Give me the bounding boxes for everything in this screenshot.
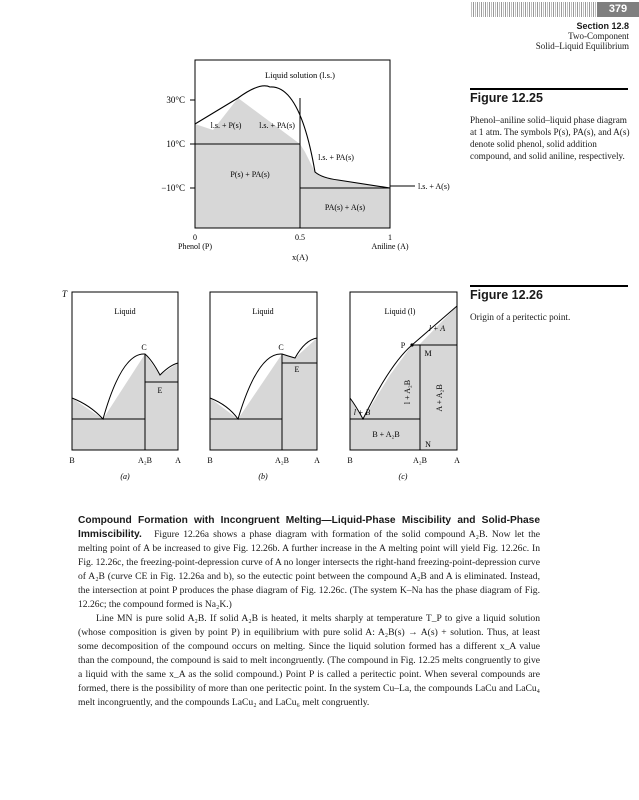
paragraph-1-text: Figure 12.26a shows a phase diagram with formation of the solid compound A₂B. Now let the melting point of A be increased to give Fig. 12.26b. A further increase in the A melting point will yield Fig. 12.26c. In Fig. 12.26c, the freezing-point-depression curve of A no longer intersects the right-hand freezing-point-depression curve of A₂B (curve CE in Fig. 12.26a and b), so the eutectic point between the compound A₂B and A is eliminated. Instead, the intersection at point P produces the phase diagram of Fig. 12.26c. (The system K–Na has the phase diagram of Fig. 12.26c; the compound formed is Na₂K.) [78, 529, 541, 610]
region-ls-a: l.s. + A(s) [418, 182, 450, 191]
t-axis-label: T [62, 289, 68, 299]
panel-c-axis-a: A [454, 456, 460, 465]
section-label: Section 12.8 [576, 21, 629, 31]
panel-b-point-c: C [278, 343, 284, 352]
panel-a-point-e: E [157, 386, 163, 395]
panel-c-liquid-label: Liquid (l) [384, 307, 416, 316]
panel-b-axis-a: A [314, 456, 320, 465]
region-liquid: Liquid solution (l.s.) [265, 70, 335, 80]
panel-c-peritectic-dot [410, 343, 413, 346]
figure-12-25-rule [470, 88, 628, 90]
figure-12-25-caption: Phenol–aniline solid–liquid phase diagram at 1 atm. The symbols P(s), PA(s), and A(s) denote solid phenol, solid addition compound, and solid aniline, respectively. [470, 115, 630, 161]
panel-a-axis-a: A [175, 456, 181, 465]
panel-b-point-e: E [294, 365, 300, 374]
region-ls-pa-right: l.s. + PA(s) [318, 153, 354, 162]
panel-c-a-plus-a2b: A + A₂B [435, 384, 444, 412]
page-number: 379 [597, 2, 639, 17]
panel-c-l-plus-a2b: l + A₂B [403, 379, 412, 405]
xtick-label-1: 1 [388, 233, 392, 242]
running-head [536, 21, 629, 51]
region-ls-pa-left: l.s. + PA(s) [259, 121, 295, 130]
panel-c-b-plus-a2b: B + A₂B [372, 430, 400, 439]
panel-a-axis-b: B [69, 456, 75, 465]
panel-a-liquid-label: Liquid [114, 307, 136, 316]
panel-b-axis-a2b: A₂B [275, 456, 289, 465]
panel-a [69, 292, 181, 481]
figure-12-26-rule [470, 285, 628, 287]
panel-b-solid-fill [210, 338, 317, 450]
figure-12-25-diagram [0, 0, 470, 275]
panel-c-caption: (c) [398, 472, 408, 481]
region-ls-p: l.s. + P(s) [210, 121, 242, 130]
panel-c-point-p: P [400, 341, 406, 350]
x-end-label-aniline: Aniline (A) [371, 242, 409, 251]
x-end-label-phenol: Phenol (P) [178, 242, 212, 251]
figure-12-26-diagram [0, 280, 470, 485]
body-text [78, 514, 540, 710]
panel-b-liquid-label: Liquid [252, 307, 274, 316]
panel-c [347, 292, 460, 481]
ytick-label-10: 10°C [166, 139, 185, 149]
panel-b [207, 292, 320, 481]
section-title-line1: Two-Component [568, 31, 629, 41]
section-title-line2: Solid–Liquid Equilibrium [535, 41, 629, 51]
figure-12-25-title: Figure 12.25 [470, 91, 543, 105]
panel-a-caption: (a) [120, 472, 130, 481]
section-heading: Compound Formation with Incongruent Melting—Liquid-Phase Miscibility and Solid-Phase Immiscibility. [78, 515, 540, 540]
panel-b-caption: (b) [258, 472, 268, 481]
panel-a-point-c: C [141, 343, 147, 352]
panel-c-axis-a2b: A₂B [413, 456, 427, 465]
x-axis-label: x(A) [291, 252, 309, 262]
panel-a-axis-a2b: A₂B [138, 456, 152, 465]
panel-a-solid-fill [72, 354, 178, 450]
figure-12-26-caption: Origin of a peritectic point. [470, 312, 571, 322]
region-p-pa: P(s) + PA(s) [230, 170, 270, 179]
ytick-label-30: 30°C [166, 95, 185, 105]
panel-c-axis-b: B [347, 456, 353, 465]
panel-b-axis-b: B [207, 456, 213, 465]
figure-12-26-title: Figure 12.26 [470, 288, 543, 302]
region-pa-a: PA(s) + A(s) [324, 203, 366, 212]
paragraph-1 [78, 514, 540, 612]
panel-c-l-plus-b: l + B [353, 408, 371, 417]
ytick-label-minus10: −10°C [161, 183, 185, 193]
panel-c-point-m: M [424, 349, 432, 358]
xtick-label-0: 0 [193, 233, 197, 242]
panel-c-point-n: N [425, 440, 431, 449]
xtick-label-05: 0.5 [295, 233, 305, 242]
paragraph-2: Line MN is pure solid A₂B. If solid A₂B is heated, it melts sharply at temperature T_P to give a liquid solution (whose composition is given by point P) in equilibrium with pure solid A: A₂B(s) → A(s) + solution. Thus, at least some decomposition of the compound occurs on melting. Since the liquid solution formed has a different x_A value than the compound, the compound is said to melt incongruently. (The compound in Fig. 12.25 melts congruently to give a liquid with the same x_A as the solid compound.) Point P is called a peritectic point. When several compounds are formed, there is the possibility of more than one peritectic point. In the system Cu–La, the compounds LaCu and LaCu₄ melt incongruently, and the compounds LaCu₂ and LaCu₆ melt congruently. [78, 613, 540, 708]
panel-c-l-plus-a: l + A [428, 324, 446, 333]
